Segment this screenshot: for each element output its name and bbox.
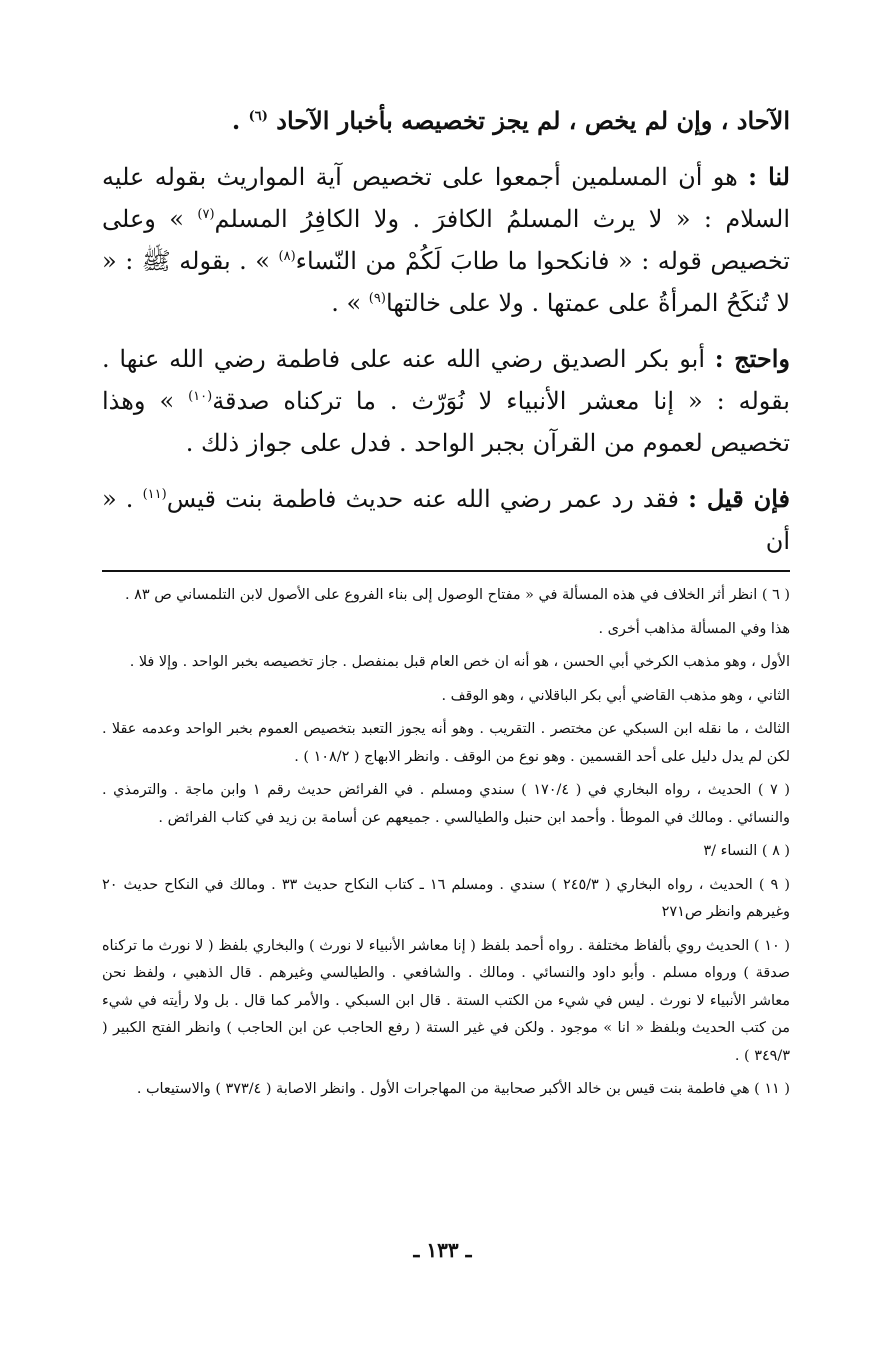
paragraph-text: هو أن المسلمين أجمعوا على تخصيص آية المواريث بقوله عليه السلام : « لا يرث المسلمُ الكافرَ . ولا الكافِرُ المسلم	[102, 163, 790, 233]
footnote-6: ( ٦ ) انظر أثر الخلاف في هذه المسألة في « مفتاح الوصول إلى بناء الفروع على الأصول لابن التلمساني ص ٨٣ .	[125, 587, 790, 603]
paragraph-text: أبو بكر الصديق رضي الله عنه على فاطمة رضي الله عنها . بقوله : « إنا معشر الأنبياء لا نُوَرّث . ما تركناه صدقة	[102, 345, 790, 415]
paragraph-text: » وهذا تخصيص لعموم من القرآن بجبر الواحد . فدل على جواز ذلك .	[102, 387, 790, 457]
paragraph-text: . « أن	[102, 485, 790, 555]
footnote-9: ( ٩ ) الحديث ، رواه البخاري ( ٢٤٥/٣ ) سندي . ومسلم ١٦ ـ كتاب النكاح حديث ٣٣ . ومالك في النكاح حديث ٢٠ وغيرهم وانظر ص٢٧١	[102, 876, 790, 920]
paragraph-lead: واحتج :	[714, 344, 790, 373]
paragraph-text: » . بقوله ﷺ : « لا تُنكَحُ المرأةُ على عمتها . ولا على خالتها	[102, 247, 790, 317]
footnote-ref: (٩)	[368, 291, 386, 306]
paragraph-2	[102, 156, 790, 324]
footnote-7: ( ٧ ) الحديث ، رواه البخاري في ( ١٧٠/٤ ) سندي ومسلم . في الفرائض حديث رقم ١ وابن ماجة . والترمذي . والنسائي . ومالك في الموطأ . وأحمد ابن حنبل والطيالسي . جميعهم عن أسامة بن زيد في كتاب الفرائض .	[102, 782, 790, 826]
text-line: .	[231, 106, 241, 135]
paragraph-text: » وعلى تخصيص قوله : « فانكحوا ما طابَ لَكُمْ من النّساء	[102, 205, 790, 275]
footnote-6-text: هذا وفي المسألة مذاهب أخرى .	[598, 620, 790, 637]
text-line: الآحاد ، وإن لم يخص ، لم يجز تخصيصه بأخبار الآحاد	[276, 106, 790, 135]
paragraph-lead: فإن قيل :	[688, 484, 790, 513]
footnote-10: ( ١٠ ) الحديث روي بألفاظ مختلفة . رواه أحمد بلفظ ( إنا معاشر الأنبياء لا نورث ) والبخاري بلفظ ( لا نورث ما تركناه صدقة ) ورواه مسلم . وأبو داود والنسائي . ومالك . والشافعي . والطيالسي وغيرهم . قال الذهبي ، ولفظ نحن معاشر الأنبياء لا نورث . ليس في شيء من الكتب الستة . قال ابن السبكي . والأمر كما قال . بل ولا رأيته في شيء من كتب الحديث وبلفظ « انا » موجود . ولكن في غير الستة ( رفع الحاجب عن ابن الحاجب ) وانظر الفتح الكبير ( ٣٤٩/٣ ) .	[102, 937, 790, 1064]
footnotes	[102, 582, 790, 1104]
footnote-8: ( ٨ ) النساء /٣	[703, 843, 790, 859]
page-body	[102, 100, 790, 1110]
paragraph-text: فقد رد عمر رضي الله عنه حديث فاطمة بنت قيس	[166, 485, 679, 513]
paragraph-4	[102, 478, 790, 562]
page-number: ـ ١٣٣ ـ	[413, 1238, 472, 1262]
footnote-6-text: الثالث ، ما نقله ابن السبكي عن مختصر . التقريب . وهو أنه يجوز التعبد بتخصيص العموم بخبر الواحد وعدمه عقلا . لكن لم يدل دليل على أحد القسمين . وهو نوع من الوقف . وانظر الابهاج ( ١٠٨/٢ ) .	[102, 721, 790, 765]
paragraph-3	[102, 338, 790, 464]
main-text	[102, 100, 790, 562]
footnote-ref: (٦)	[248, 109, 268, 124]
footnote-6-text: الثاني ، وهو مذهب القاضي أبي بكر الباقلاني ، وهو الوقف .	[441, 687, 790, 704]
footnote-ref: (١٠)	[188, 389, 213, 404]
paragraph-lead: لنا :	[748, 162, 790, 191]
footnote-ref: (٨)	[278, 249, 296, 264]
footnote-ref: (٧)	[197, 207, 215, 222]
paragraph-1	[102, 100, 790, 142]
footnote-11: ( ١١ ) هي فاطمة بنت قيس بن خالد الأكبر صحابية من المهاجرات الأول . وانظر الاصابة ( ٣٧٣/٤ ) والاستيعاب .	[136, 1081, 790, 1097]
paragraph-text: » .	[331, 289, 362, 317]
footnote-divider	[102, 570, 790, 572]
footnote-6-text: الأول ، وهو مذهب الكرخي أبي الحسن ، هو أنه ان خص العام قبل بمنفصل . جاز تخصيصه بخبر الواحد . وإلا فلا .	[129, 654, 790, 670]
footnote-ref: (١١)	[142, 487, 167, 502]
